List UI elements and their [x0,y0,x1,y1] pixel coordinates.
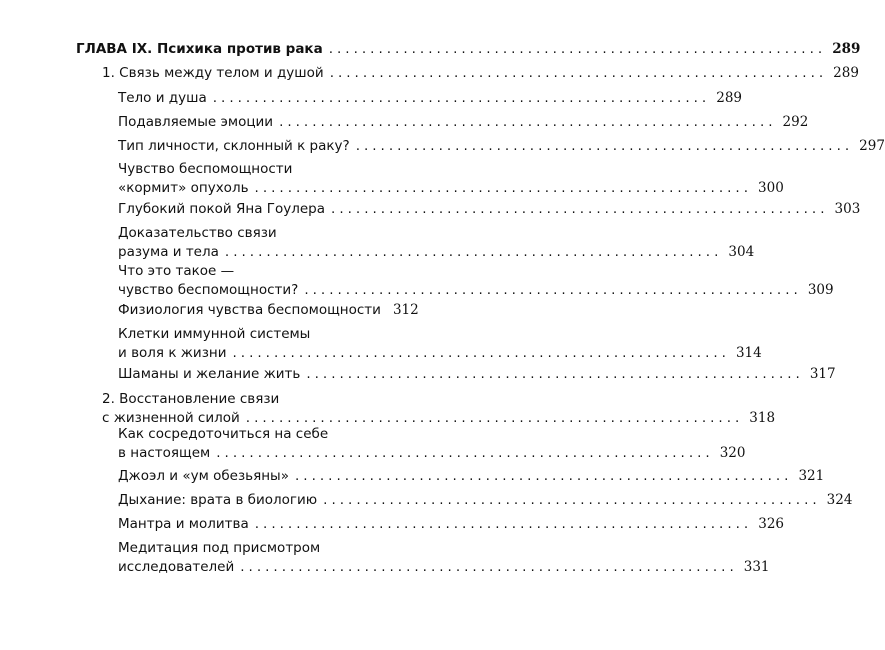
toc-entry [118,200,861,219]
toc-entry [118,301,419,320]
toc-entry-line [102,390,404,409]
dot-leader: ............................................................ [328,41,827,57]
toc-entry-title: Физиология чувства беспомощности [118,302,381,318]
toc-entry-line [118,113,809,132]
dot-leader: ............................................................ [224,244,723,260]
toc-page-number: 289 [833,65,859,81]
toc-entry [118,89,743,108]
toc-entry-line [118,558,770,577]
dot-leader: ............................................................ [232,345,730,361]
dot-leader: ............................................................ [212,90,711,106]
toc-page-number: 321 [798,468,825,484]
toc-entry-title: 2. Восстановление связи [102,391,280,407]
toc-page-number: 297 [859,138,885,154]
toc-entry-line [118,160,404,179]
toc-page-number: 304 [728,244,755,260]
toc-entry-title: Клетки иммунной системы [118,326,311,342]
toc-page-number: 289 [832,41,861,57]
toc-entry [118,425,746,463]
toc-entry-line [118,365,836,384]
toc-page-number: 331 [743,559,770,575]
toc-entry-line [76,40,861,59]
toc-entry-title: «кормит» опухоль [118,180,249,196]
toc-entry-title: Чувство беспомощности [118,161,293,177]
toc-entry [118,491,853,510]
toc-entry-title: Как сосредоточиться на себе [118,426,329,442]
toc-page-number: 309 [807,282,834,298]
dot-leader: ............................................................ [294,468,793,484]
toc-entry-line [118,344,762,363]
dot-leader: ............................................................ [329,65,828,81]
toc-entry-line [118,89,743,108]
dot-leader: ............................................................ [304,282,802,298]
toc-entry-title: в настоящем [118,445,211,461]
toc-entry-line [102,64,859,83]
toc-entry-title: ГЛАВА IX. Психика против рака [76,41,323,57]
dot-leader: ............................................................ [323,492,821,508]
toc-entry-title: Тип личности, склонный к раку? [118,138,350,154]
toc-entry-title: Доказательство связи [118,225,277,241]
toc-entry [118,113,809,132]
toc-entry [118,325,762,363]
toc-page-number: 312 [392,302,419,318]
toc-page-number: 314 [735,345,762,361]
toc-entry-title: Что это такое — [118,263,235,279]
toc-entry [118,539,770,577]
toc-entry-line [118,224,404,243]
toc-entry [102,390,776,428]
toc-entry-line [118,301,419,320]
toc-page-number: 289 [716,90,743,106]
dot-leader: ............................................................ [245,410,744,426]
dot-leader: ............................................................ [279,114,777,130]
toc-entry-title: Дыхание: врата в биологию [118,492,318,508]
toc-page-number: 292 [782,114,809,130]
toc-entry-line [118,262,404,281]
dot-leader: ............................................................ [240,559,738,575]
toc-entry [118,160,784,198]
toc-page-number: 320 [719,445,746,461]
toc-page-number: 303 [834,201,861,217]
toc-entry-title: с жизненной силой [102,410,240,426]
toc-entry-line [118,467,825,486]
toc-entry [118,467,825,486]
toc-entry-line [118,243,755,262]
toc-entry-title: Подавляемые эмоции [118,114,274,130]
toc-entry-line [118,281,834,300]
dot-leader: ............................................................ [216,445,714,461]
toc-entry-title: исследователей [118,559,235,575]
toc-page-number: 300 [758,180,784,196]
dot-leader: ............................................................ [254,180,753,196]
toc-entry-title: чувство беспомощности? [118,282,299,298]
toc-entry-line [118,425,404,444]
toc-entry-title: 1. Связь между телом и душой [102,65,324,81]
toc-page-number: 318 [749,410,776,426]
toc-entry-line [118,444,746,463]
toc-entry-title: Шаманы и желание жить [118,366,301,382]
toc-entry-title: и воля к жизни [118,345,227,361]
toc-entry [118,365,836,384]
toc-page-number: 317 [809,366,836,382]
toc-page-number: 326 [758,516,785,532]
toc-entry [118,515,785,534]
dot-leader: ............................................................ [254,516,753,532]
toc-entry-line [118,179,784,198]
toc-entry-line [118,539,404,558]
dot-leader: ............................................................ [355,138,854,154]
toc-entry-line [118,200,861,219]
toc-entry-line [118,325,404,344]
toc-entry-line [118,491,853,510]
dot-leader: ............................................................ [331,201,829,217]
toc-entry-title: разума и тела [118,244,219,260]
toc-entry [118,224,755,262]
toc-entry [118,137,885,156]
toc-entry [102,64,859,83]
toc-page-number: 324 [826,492,853,508]
toc-entry-line [118,137,885,156]
toc-entry-title: Медитация под присмотром [118,540,321,556]
toc-entry-title: Тело и душа [118,90,207,106]
toc-entry [76,40,861,59]
toc-entry-title: Глубокий покой Яна Гоулера [118,201,326,217]
toc-entry [118,262,834,300]
toc-entry-line [118,515,785,534]
toc-entry-title: Джоэл и «ум обезьяны» [118,468,289,484]
toc-entry-title: Мантра и молитва [118,516,249,532]
dot-leader: ............................................................ [306,366,804,382]
